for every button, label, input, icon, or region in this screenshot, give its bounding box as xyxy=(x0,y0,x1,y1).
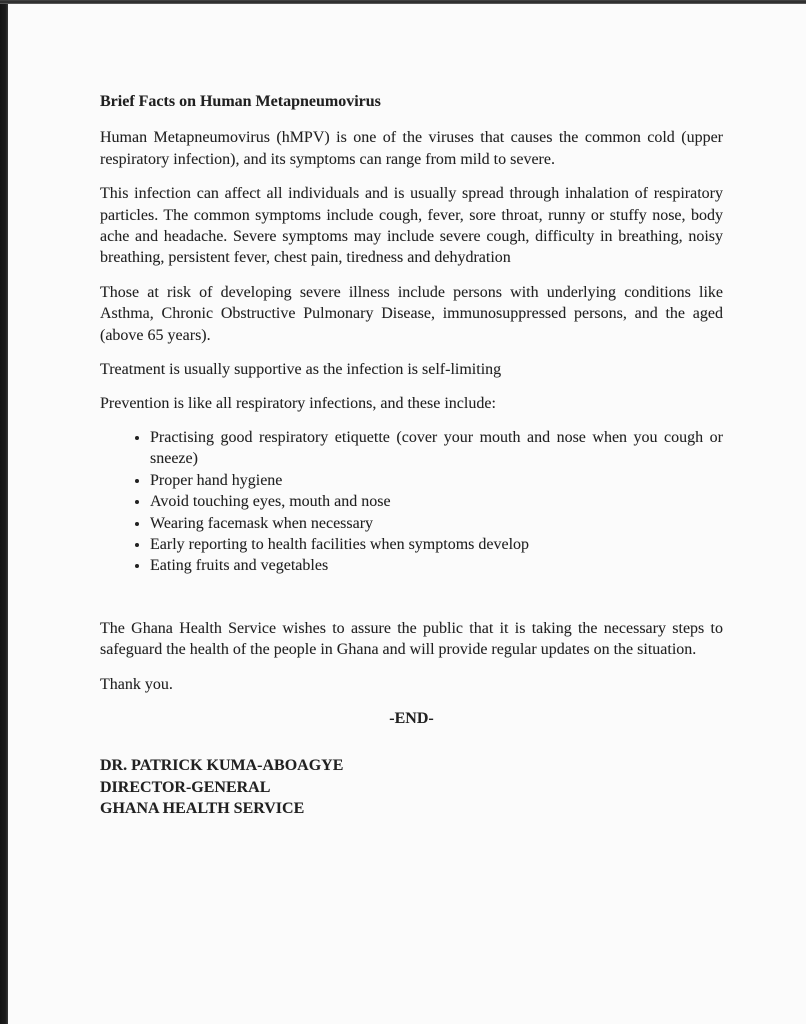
bullet-respiratory-etiquette: • Practising good respiratory etiquette (cover your mouth and nose when you cough or sneeze) xyxy=(150,427,723,470)
document-title: Brief Facts on Human Metapneumovirus xyxy=(100,93,381,110)
paragraph-assurance: The Ghana Health Service wishes to assure the public that it is taking the necessary steps to safeguard the health of the people in Ghana and will provide regular updates on the situation. xyxy=(100,619,723,659)
bullet-facemask: • Wearing facemask when necessary xyxy=(150,513,723,534)
scan-edge-left xyxy=(0,0,8,1024)
prevention-bullet-list xyxy=(100,427,723,577)
paragraph-risk-groups: Those at risk of developing severe illness include persons with underlying conditions like Asthma, Chronic Obstructive Pulmonary Disease, immunosuppressed persons, and the aged (above 65 years). xyxy=(100,283,723,344)
paragraph-treatment: Treatment is usually supportive as the infection is self-limiting xyxy=(100,361,502,379)
bullet-fruits-vegetables: • Eating fruits and vegetables xyxy=(150,555,723,576)
paragraph-prevention-lead: Prevention is like all respiratory infections, and these include: xyxy=(100,395,496,413)
scan-edge-top xyxy=(0,0,806,4)
signature-role: DIRECTOR-GENERAL xyxy=(100,778,271,796)
end-marker: -END- xyxy=(389,709,434,727)
signature-block xyxy=(100,755,723,819)
signature-organization: GHANA HEALTH SERVICE xyxy=(100,800,305,818)
bullet-hand-hygiene: • Proper hand hygiene xyxy=(150,470,723,491)
bullet-avoid-touching: • Avoid touching eyes, mouth and nose xyxy=(150,491,723,512)
document-page xyxy=(100,91,723,820)
bullet-early-reporting: • Early reporting to health facilities when symptoms develop xyxy=(150,534,723,555)
signature-name: DR. PATRICK KUMA-ABOAGYE xyxy=(100,757,344,775)
paragraph-thanks: Thank you. xyxy=(100,675,173,693)
paragraph-spread-symptoms: This infection can affect all individuals and is usually spread through inhalation of respiratory particles. The common symptoms include cough, fever, sore throat, runny or stuffy nose, body ache and headache. Severe symptoms may include severe cough, difficulty in breathing, noisy breathing, persistent fever, chest pain, tiredness and dehydration xyxy=(100,185,723,267)
paragraph-intro: Human Metapneumovirus (hMPV) is one of the viruses that causes the common cold (upper respiratory infection), and its symptoms can range from mild to severe. xyxy=(100,129,723,168)
